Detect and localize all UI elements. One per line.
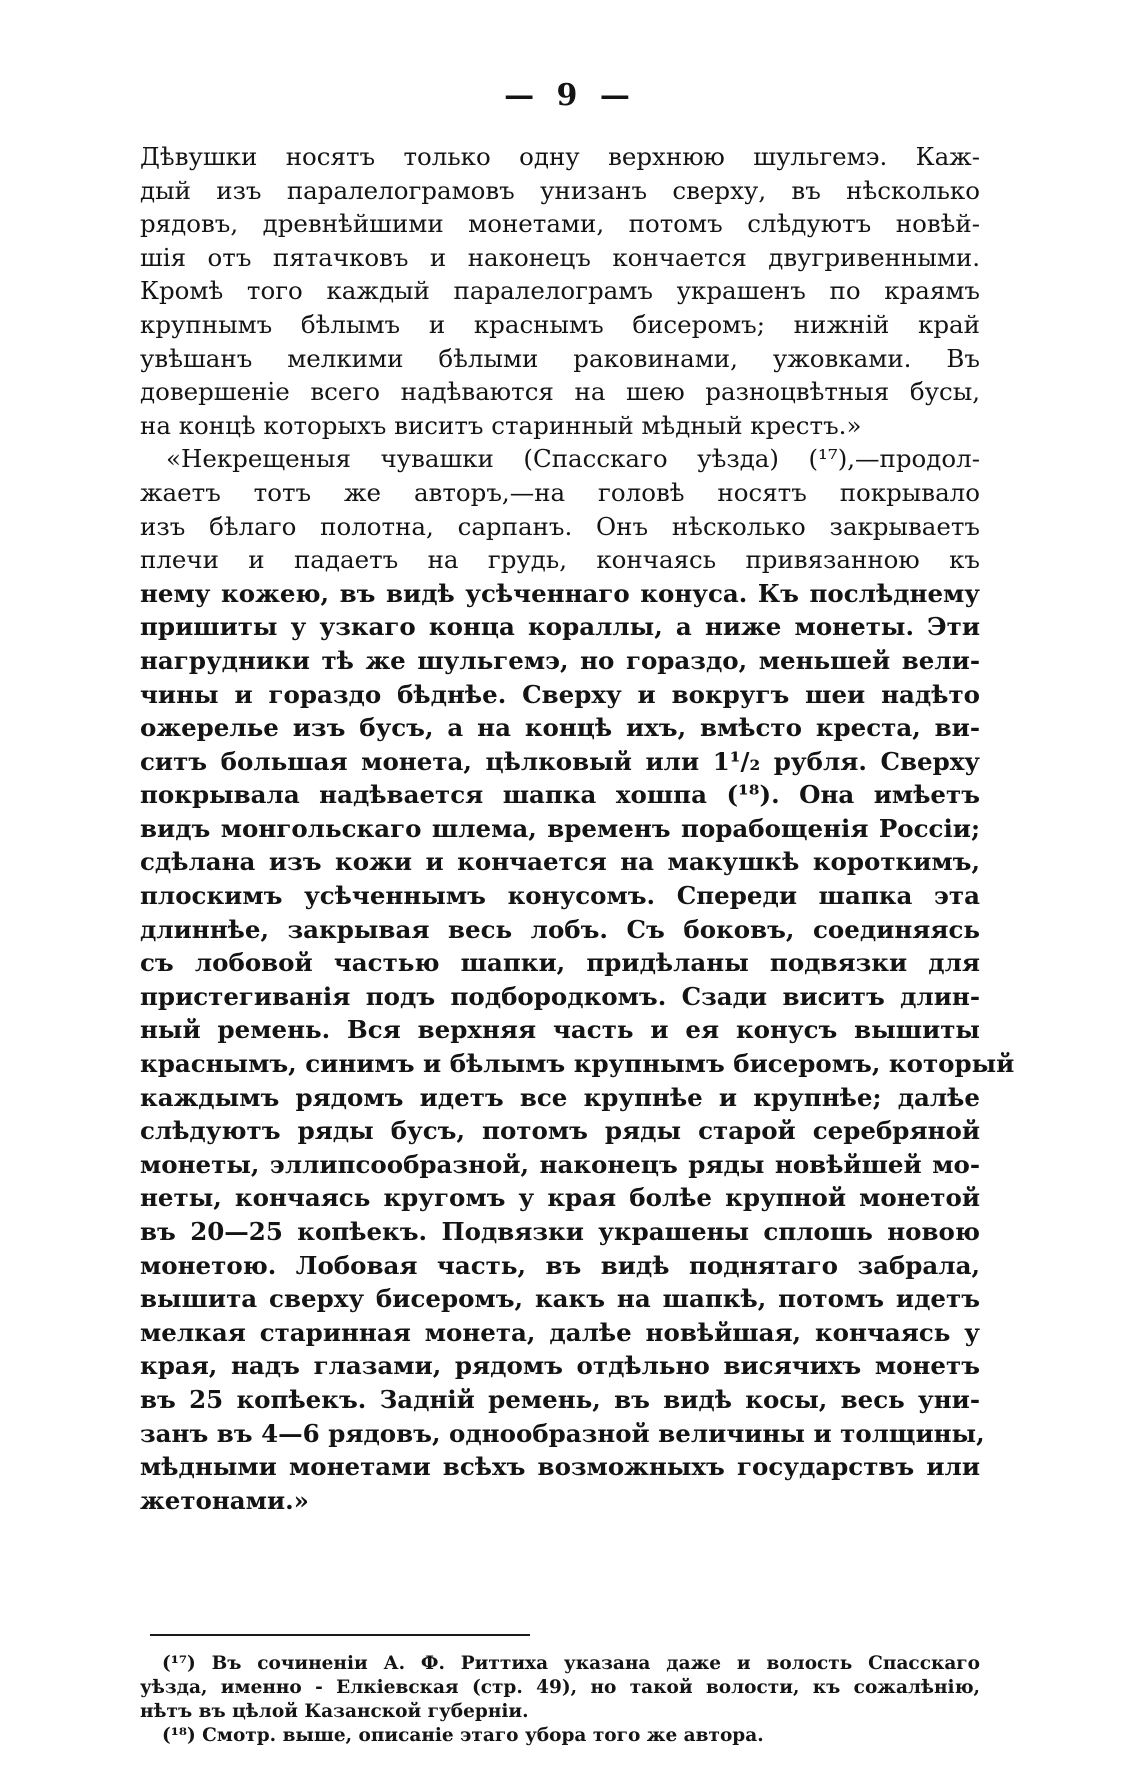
text-line: ожерелье изъ бусъ, а на концѣ ихъ, вмѣсто креста, ви- bbox=[140, 713, 980, 743]
text-line: пришиты у узкаго конца кораллы, а ниже монеты. Эти bbox=[140, 612, 980, 642]
text-line: слѣдуютъ ряды бусъ, потомъ ряды старой серебряной bbox=[140, 1116, 980, 1146]
text-line: неты, кончаясь кругомъ у края болѣе крупной монетой bbox=[140, 1183, 980, 1213]
text-line: довершеніе всего надѣваются на шею разноцвѣтныя бусы, bbox=[140, 377, 980, 407]
text-line: въ 25 копѣекъ. Задній ремень, въ видѣ косы, весь уни- bbox=[140, 1384, 980, 1414]
text-line: чины и гораздо бѣднѣе. Сверху и вокругъ шеи надѣто bbox=[140, 679, 980, 709]
text-line: «Некрещеныя чувашки (Спасскаго уѣзда) (¹⁷),—продол- bbox=[166, 444, 980, 474]
text-line: длиннѣе, закрывая весь лобъ. Съ боковъ, соединяясь bbox=[140, 914, 980, 944]
text-line: нагрудники тѣ же шульгемэ, но гораздо, меньшей вели- bbox=[140, 645, 980, 675]
footnote-divider bbox=[150, 1634, 530, 1636]
text-line: занъ въ 4—6 рядовъ, однообразной величины и толщины, bbox=[140, 1418, 985, 1448]
footnote-line: нѣтъ въ цѣлой Казанской губерніи. bbox=[140, 1701, 529, 1722]
text-line: Дѣвушки носятъ только одну верхнюю шульгемэ. Каж- bbox=[140, 142, 980, 171]
text-line: плечи и падаетъ на грудь, кончаясь привязанною къ bbox=[140, 545, 980, 575]
text-line: рядовъ, древнѣйшими монетами, потомъ слѣдуютъ новѣй- bbox=[140, 209, 980, 239]
text-line: на концѣ которыхъ виситъ старинный мѣдный крестъ.» bbox=[140, 410, 862, 440]
text-line: ситъ большая монета, цѣлковый или 1¹/₂ рубля. Сверху bbox=[140, 746, 980, 776]
footnote-line: (¹⁷) Въ сочиненіи А. Ф. Риттиха указана даже и волость Спасскаго bbox=[162, 1653, 980, 1674]
text-line: вышита сверху бисеромъ, какъ на шапкѣ, потомъ идетъ bbox=[140, 1284, 980, 1314]
text-line: монетою. Лобовая часть, въ видѣ поднятаго забрала, bbox=[140, 1250, 980, 1280]
text-line: каждымъ рядомъ идетъ все крупнѣе и крупнѣе; далѣе bbox=[140, 1082, 980, 1112]
text-line: дый изъ паралелограмовъ унизанъ сверху, въ нѣсколько bbox=[140, 175, 980, 205]
footnotes bbox=[140, 1652, 980, 1748]
text-line: въ 20—25 копѣекъ. Подвязки украшены сплошь новою bbox=[140, 1217, 980, 1246]
text-line: нему кожею, въ видѣ усѣченнаго конуса. Къ послѣднему bbox=[140, 578, 980, 608]
page-number: — 9 — bbox=[504, 78, 636, 113]
text-line: съ лобовой частью шапки, придѣланы подвязки для bbox=[140, 948, 980, 978]
text-line: увѣшанъ мелкими бѣлыми раковинами, ужовками. Въ bbox=[140, 343, 980, 373]
text-line: жаетъ тотъ же авторъ,—на головѣ носятъ покрывало bbox=[140, 477, 980, 507]
main-text bbox=[140, 140, 1015, 1517]
text-line: видъ монгольскаго шлема, временъ порабощенія Россіи; bbox=[140, 813, 980, 843]
text-line: мелкая старинная монета, далѣе новѣйшая, кончаясь у bbox=[140, 1317, 980, 1347]
text-line: жетонами.» bbox=[140, 1485, 309, 1515]
text-line: краснымъ, синимъ и бѣлымъ крупнымъ бисеромъ, который bbox=[140, 1049, 1015, 1079]
text-line: монеты, эллипсообразной, наконецъ ряды новѣйшей мо- bbox=[140, 1149, 980, 1179]
text-line: Кромѣ того каждый паралелограмъ украшенъ по краямъ bbox=[140, 276, 980, 306]
text-line: крупнымъ бѣлымъ и краснымъ бисеромъ; нижній край bbox=[140, 309, 980, 339]
text-line: пристегиванія подъ подбородкомъ. Сзади виситъ длин- bbox=[140, 981, 980, 1011]
text-line: ный ремень. Вся верхняя часть и ея конусъ вышиты bbox=[140, 1015, 980, 1045]
text-line: покрывала надѣвается шапка хошпа (¹⁸). Она имѣетъ bbox=[140, 780, 980, 810]
text-line: сдѣлана изъ кожи и кончается на макушкѣ короткимъ, bbox=[140, 847, 980, 877]
footnote-line: (¹⁸) Смотр. выше, описаніе этаго убора того же автора. bbox=[162, 1725, 764, 1746]
text-line: шія отъ пятачковъ и наконецъ кончается двугривенными. bbox=[140, 242, 980, 272]
text-line: плоскимъ усѣченнымъ конусомъ. Спереди шапка эта bbox=[140, 881, 980, 911]
text-line: мѣдными монетами всѣхъ возможныхъ государствъ или bbox=[140, 1452, 980, 1482]
text-line: края, надъ глазами, рядомъ отдѣльно висячихъ монетъ bbox=[140, 1351, 980, 1381]
text-line: изъ бѣлаго полотна, сарпанъ. Онъ нѣсколько закрываетъ bbox=[140, 511, 980, 541]
footnote-line: уѣзда, именно - Елкіевская (стр. 49), но такой волости, къ сожалѣнію, bbox=[140, 1677, 980, 1698]
